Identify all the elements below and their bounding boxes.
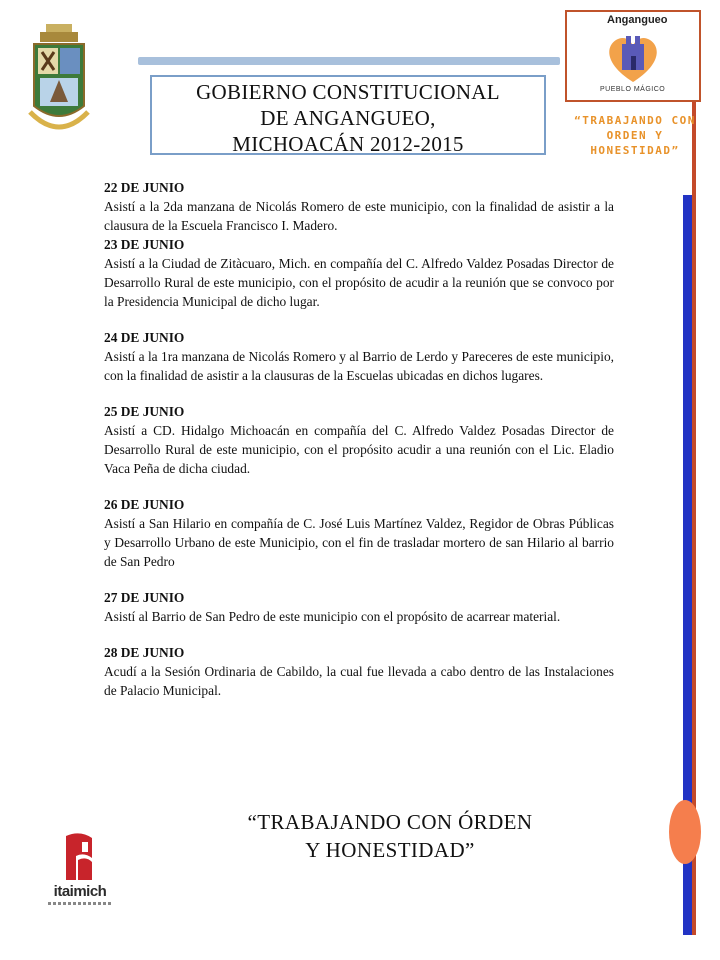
activity-entry xyxy=(104,328,614,385)
slogan-line: “TRABAJANDO CON ÓRDEN xyxy=(247,810,533,834)
logo-name: Angangueo xyxy=(607,14,668,26)
entry-text: Asistí a la Ciudad de Zitàcuaro, Mich. en compañía del C. Alfredo Valdez Posadas Director de Desarrollo Rural de este municipio, con el propósito de acudir a la reunión que se convoco por la Presidencia Municipal de dicho lugar. xyxy=(104,256,614,309)
footer-slogan xyxy=(200,808,580,864)
activity-list xyxy=(104,178,614,700)
entry-date: 24 DE JUNIO xyxy=(104,330,185,345)
page-title xyxy=(150,75,546,155)
church-heart-icon xyxy=(602,26,664,86)
angangueo-logo xyxy=(565,10,701,102)
entry-date: 26 DE JUNIO xyxy=(104,497,185,512)
activity-entry xyxy=(104,402,614,478)
activity-entry xyxy=(104,588,614,626)
entry-date: 28 DE JUNIO xyxy=(104,645,185,660)
entry-text: Asistí a CD. Hidalgo Michoacán en compañía del C. Alfredo Valdez Posadas Director de Desarrollo Rural de este municipio, con el propósito acudir a una reunión con el Lic. Eladio Vaca Peña de dicha ciudad. xyxy=(104,423,614,476)
orange-motto: “TRABAJANDO CON ORDEN Y HONESTIDAD” xyxy=(574,114,696,157)
entry-text: Acudí a la Sesión Ordinaria de Cabildo, la cual fue llevada a cabo dentro de las Instalaciones de Palacio Municipal. xyxy=(104,664,614,698)
itaimich-emblem-icon xyxy=(44,830,116,882)
coat-of-arms-icon xyxy=(28,22,90,146)
orange-oval-decoration xyxy=(669,800,701,864)
entry-date: 22 DE JUNIO xyxy=(104,180,185,195)
slogan-line: Y HONESTIDAD” xyxy=(305,838,475,862)
entry-text: Asistí a la 2da manzana de Nicolás Romero de este municipio, con la finalidad de asistir a la clausura de la Escuela Francisco I. Madero. xyxy=(104,199,614,233)
logo-tagline: PUEBLO MÁGICO xyxy=(600,86,666,93)
activity-entry xyxy=(104,495,614,571)
activity-entry xyxy=(104,178,614,235)
entry-text: Asistí al Barrio de San Pedro de este municipio con el propósito de acarrear material. xyxy=(104,609,561,624)
itaimich-fine-print xyxy=(48,902,112,905)
title-line: DE ANGANGUEO, xyxy=(260,106,436,130)
activity-entry xyxy=(104,235,614,311)
itaimich-wordmark: itaimich xyxy=(53,883,107,900)
title-line: MICHOACÁN 2012-2015 xyxy=(232,132,464,156)
entry-date: 23 DE JUNIO xyxy=(104,237,185,252)
entry-text: Asistí a San Hilario en compañía de C. José Luis Martínez Valdez, Regidor de Obras Públicas y Desarrollo Urbano de este Municipio, con el fin de trasladar mortero de san Hilario al barrio de San Pedro xyxy=(104,516,614,569)
entry-date: 25 DE JUNIO xyxy=(104,404,185,419)
entry-date: 27 DE JUNIO xyxy=(104,590,185,605)
entry-text: Asistí a la 1ra manzana de Nicolás Romero y al Barrio de Lerdo y Pareceres de este municipio, con la finalidad de asistir a la clausuras de la Escuelas ubicadas en dichos lugares. xyxy=(104,349,614,383)
title-line: GOBIERNO CONSTITUCIONAL xyxy=(196,80,500,104)
activity-entry xyxy=(104,643,614,700)
itaimich-logo xyxy=(44,830,116,910)
top-decorative-bar xyxy=(138,57,560,65)
